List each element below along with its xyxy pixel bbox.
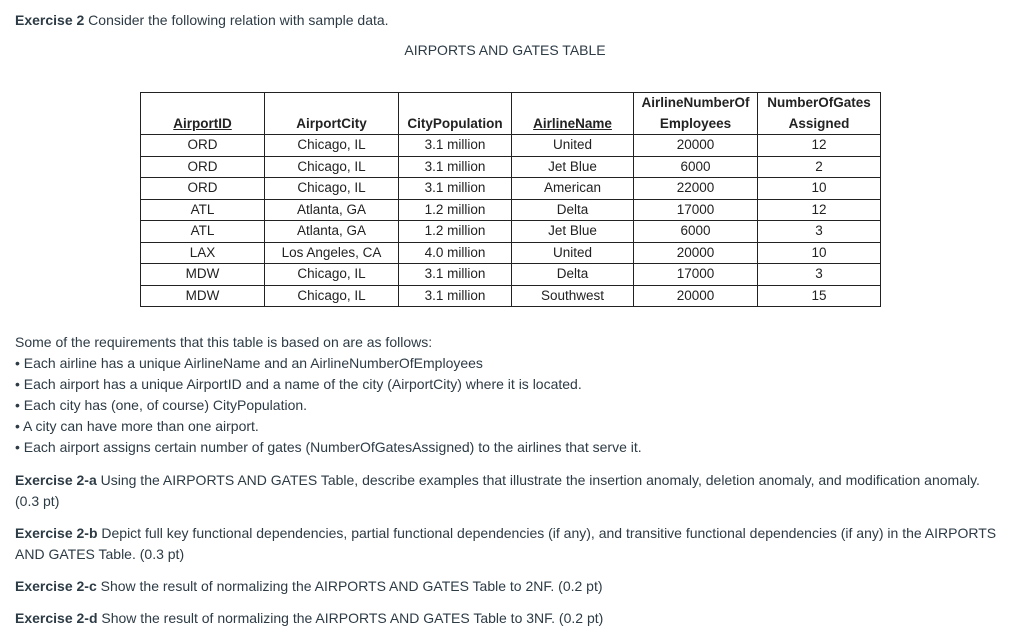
cell-airline-employees: 20000 [634,242,758,264]
cell-city-population: 3.1 million [399,156,512,178]
cell-airport-city: Chicago, IL [265,285,399,307]
exercise-2b-text: Depict full key functional dependencies, partial functional dependencies (if any), and transitive functional dependencies (if any) in the AIRPORTS AND GATES Table. (0.3 pt) [15,525,997,562]
header-city-population-label: CityPopulation [407,115,503,131]
cell-city-population: 3.1 million [399,264,512,286]
header-airline-name-label: AirlineName [533,115,612,131]
cell-airline-employees: 17000 [634,199,758,221]
cell-airport-city: Chicago, IL [265,264,399,286]
header-city-population [399,93,512,135]
table-row [141,242,881,264]
table-row [141,199,881,221]
cell-gates-assigned: 3 [758,221,881,243]
header-gates-assigned-line2: Assigned [788,115,850,131]
cell-airport-city: Chicago, IL [265,135,399,157]
requirement-item: • Each airport assigns certain number of gates (NumberOfGatesAssigned) to the airlines that serve it. [15,439,642,455]
cell-airport-id: ORD [141,135,265,157]
header-airline-employees-line1: AirlineNumberOf [641,95,750,110]
header-airline-name [512,93,634,135]
cell-airline-employees: 6000 [634,156,758,178]
exercise-2c-text: Show the result of normalizing the AIRPORTS AND GATES Table to 2NF. (0.2 pt) [96,578,603,594]
cell-airport-city: Los Angeles, CA [265,242,399,264]
cell-gates-assigned: 10 [758,178,881,200]
cell-airline-name: United [512,242,634,264]
cell-city-population: 3.1 million [399,135,512,157]
cell-airline-employees: 20000 [634,135,758,157]
header-airport-id [141,93,265,135]
exercise-2-intro [15,10,389,30]
cell-airline-name: American [512,178,634,200]
table-row [141,264,881,286]
exercise-2c [15,576,603,596]
airports-gates-table [140,92,881,307]
header-airport-city-label: AirportCity [296,115,367,131]
exercise-2d-text: Show the result of normalizing the AIRPORTS AND GATES Table to 3NF. (0.2 pt) [97,610,604,626]
cell-airline-name: Southwest [512,285,634,307]
cell-city-population: 3.1 million [399,285,512,307]
header-airline-employees-line2: Employees [659,115,732,131]
table-row [141,285,881,307]
cell-airline-name: United [512,135,634,157]
requirement-item: • Each city has (one, of course) CityPopulation. [15,397,308,413]
header-airport-id-label: AirportID [173,115,232,131]
cell-gates-assigned: 12 [758,199,881,221]
header-gates-assigned [758,93,881,135]
table-row [141,156,881,178]
cell-airline-employees: 20000 [634,285,758,307]
cell-gates-assigned: 15 [758,285,881,307]
cell-airline-employees: 17000 [634,264,758,286]
cell-gates-assigned: 12 [758,135,881,157]
cell-airline-name: Delta [512,199,634,221]
cell-airline-name: Jet Blue [512,156,634,178]
cell-airport-city: Chicago, IL [265,178,399,200]
cell-airport-id: MDW [141,285,265,307]
cell-airline-name: Delta [512,264,634,286]
cell-city-population: 1.2 million [399,221,512,243]
cell-airport-city: Atlanta, GA [265,221,399,243]
header-gates-assigned-line1: NumberOfGates [767,95,871,110]
exercise-2b-label: Exercise 2-b [15,525,98,541]
cell-city-population: 1.2 million [399,199,512,221]
table-row [141,221,881,243]
exercise-2c-label: Exercise 2-c [15,578,97,594]
cell-gates-assigned: 3 [758,264,881,286]
cell-airline-employees: 22000 [634,178,758,200]
cell-gates-assigned: 2 [758,156,881,178]
exercise-2b [15,523,1005,565]
requirements-list [15,332,642,458]
table-title: AIRPORTS AND GATES TABLE [404,42,606,58]
requirements-lead: Some of the requirements that this table is based on are as follows: [15,334,433,350]
table-row [141,178,881,200]
cell-airport-id: ORD [141,156,265,178]
table-row [141,135,881,157]
requirement-item: • A city can have more than one airport. [15,418,259,434]
exercise-2-label: Exercise 2 [15,12,85,28]
cell-airport-id: ATL [141,199,265,221]
exercise-2a [15,470,1005,512]
cell-airline-name: Jet Blue [512,221,634,243]
cell-city-population: 3.1 million [399,178,512,200]
cell-airport-city: Atlanta, GA [265,199,399,221]
cell-airport-id: ATL [141,221,265,243]
cell-airport-id: MDW [141,264,265,286]
cell-airport-city: Chicago, IL [265,156,399,178]
cell-gates-assigned: 10 [758,242,881,264]
cell-city-population: 4.0 million [399,242,512,264]
requirement-item: • Each airline has a unique AirlineName and an AirlineNumberOfEmployees [15,355,483,371]
exercise-2d-label: Exercise 2-d [15,610,98,626]
cell-airport-id: LAX [141,242,265,264]
cell-airport-id: ORD [141,178,265,200]
header-airport-city [265,93,399,135]
exercise-2-text: Consider the following relation with sample data. [84,12,389,28]
exercise-2d [15,608,603,628]
header-airline-employees [634,93,758,135]
cell-airline-employees: 6000 [634,221,758,243]
exercise-2a-text: Using the AIRPORTS AND GATES Table, describe examples that illustrate the insertion anomaly, deletion anomaly, and modification anomaly. (0.3 pt) [15,472,980,509]
table-header-row [141,93,881,135]
requirement-item: • Each airport has a unique AirportID and a name of the city (AirportCity) where it is located. [15,376,582,392]
exercise-2a-label: Exercise 2-a [15,472,97,488]
